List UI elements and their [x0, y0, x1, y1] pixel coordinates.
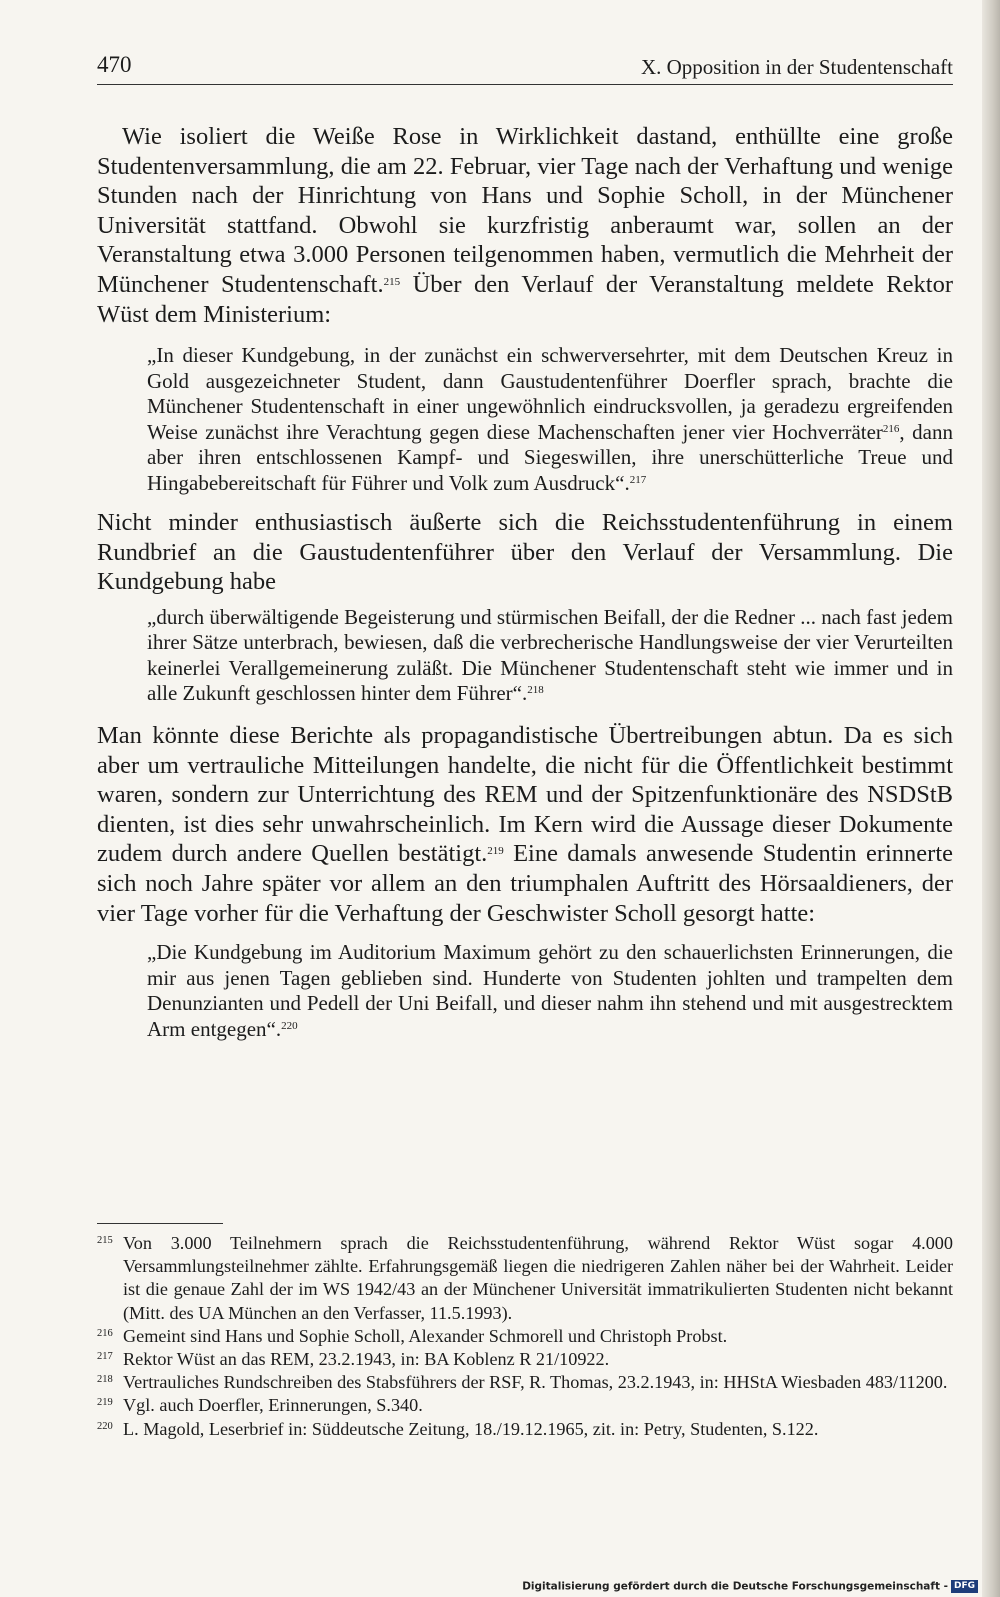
footnote-text: Gemeint sind Hans und Sophie Scholl, Alexander Schmorell und Christoph Probst. [123, 1325, 728, 1346]
footnote-number: 218 [97, 1374, 113, 1386]
dfg-logo: DFG [951, 1580, 978, 1593]
footnotes [97, 1232, 953, 1441]
digitization-note: Digitalisierung gefördert durch die Deutsche Forschungsgemeinschaft - DFG [522, 1580, 978, 1593]
footnote-number: 216 [97, 1327, 113, 1339]
footnote-separator [97, 1223, 223, 1224]
footnote-text: Von 3.000 Teilnehmern sprach die Reichsstudentenführung, während Rektor Wüst sogar 4.000 Versammlungsteilnehmer zählte. Erfahrungsgemäß liegen die niedrigeren Zahlen näher bei der Wahrheit. Leider ist die genaue Zahl der im WS 1942/43 an der Münchener Universität immatrikulierten Studenten nicht bekannt (Mitt. des UA München an den Verfasser, 11.5.1993). [123, 1233, 953, 1323]
paragraph-2: Nicht minder enthusiastisch äußerte sich die Reichsstudentenführung in einem Rundbrief an die Gaustudentenführer über den Verlauf der Versammlung. Die Kundgebung habe [97, 509, 953, 596]
footnote-ref-216: 216 [882, 422, 900, 435]
block-quote-1: „In dieser Kundgebung, in der zunächst ein schwerversehrter, mit dem Deutschen Kreuz in Gold ausgezeichneter Student, dann Gaustudentenführer Doerfler sprach, brachte die Münchener Studentenschaft in einer ungewöhnlich eindrucksvollen, ja geradezu ergreifenden Weise zunächst ihre Verachtung gegen diese Machenschaften jener vier Hochverräter$^{216}$, dann aber ihren entschlossenen Kampf- und Siegeswillen, ihre unerschütterliche Treue und Hingabebereitschaft für Führer und Volk zum Ausdruck“.$^{217}$ [147, 343, 953, 495]
footnote [97, 1394, 953, 1417]
footnote-number: 217 [97, 1351, 113, 1363]
footnote-text: Vertrauliches Rundschreiben des Stabsführers der RSF, R. Thomas, 23.2.1943, in: HHStA Wiesbaden 483/11200. [123, 1372, 948, 1393]
paragraph-1: Wie isoliert die Weiße Rose in Wirklichkeit dastand, enthüllte eine große Studentenversammlung, die am 22. Februar, vier Tage nach der Verhaftung und wenige Stunden nach der Hinrichtung von Hans und Sophie Scholl, in der Münchener Universität stattfand. Obwohl sie kurzfristig anberaumt war, sollen an der Veranstaltung etwa 3.000 Personen teilgenommen haben, vermutlich die Mehrheit der Münchener Studentenschaft.$^{215}$ Über den Verlauf der Veranstaltung meldete Rektor Wüst dem Ministerium: [97, 123, 953, 328]
footnote-number: 215 [97, 1235, 113, 1246]
block-quote-2: „durch überwältigende Begeisterung und stürmischen Beifall, der die Redner ... nach fast jedem ihrer Sätze unterbrach, bewiesen, daß die verbrecherische Handlungsweise der vier Verurteilten keinerlei Verallgemeinerung zuläßt. Die Münchener Studentenschaft steht wie immer und in alle Zukunft geschlossen hinter dem Führer“.$^{218}$ [147, 604, 953, 706]
main-text [97, 122, 953, 1042]
block-quote-3: „Die Kundgebung im Auditorium Maximum gehört zu den schauerlichsten Erinnerungen, die mir aus jenen Tagen geblieben sind. Hunderte von Studenten johlten und trampelten dem Denunzianten und Pedell der Uni Beifall, und dieser nahm ihn stehend und mit ausgestrecktem Arm entgegen“.$^{220}$ [147, 940, 953, 1041]
footnote-ref-218: 218 [527, 684, 544, 697]
footnote [97, 1232, 953, 1325]
footnote-ref-220: 220 [281, 1019, 298, 1032]
footnote [97, 1371, 953, 1394]
footnote-ref-215: 215 [383, 275, 401, 288]
footnote-ref-219: 219 [487, 845, 504, 858]
footnote [97, 1325, 953, 1348]
footnote [97, 1418, 953, 1441]
footnote-text: L. Magold, Leserbrief in: Süddeutsche Zeitung, 18./19.12.1965, zit. in: Petry, Studenten, S.122. [123, 1418, 819, 1439]
running-head [97, 50, 953, 85]
page-edge-shadow [982, 0, 1000, 1597]
footnote-number: 220 [97, 1420, 113, 1432]
footnote-ref-217: 217 [629, 473, 647, 486]
footnote-text: Vgl. auch Doerfler, Erinnerungen, S.340. [123, 1395, 423, 1416]
footnote [97, 1348, 953, 1371]
page-number: 470 [97, 52, 132, 77]
running-title: X. Opposition in der Studentenschaft [640, 55, 953, 79]
footnote-text: Rektor Wüst an das REM, 23.2.1943, in: BA Koblenz R 21/10922. [123, 1349, 610, 1370]
footnote-number: 219 [97, 1397, 113, 1409]
paragraph-3: Man könnte diese Berichte als propagandistische Übertreibungen abtun. Da es sich aber um vertrauliche Mitteilungen handelte, die nicht für die Öffentlichkeit bestimmt waren, sondern zur Unterrichtung des REM und der Spitzenfunktionäre des NSDStB dienten, ist dies sehr unwahrscheinlich. Im Kern wird die Aussage dieser Dokumente zudem durch andere Quellen bestätigt.$^{219}$ Eine damals anwesende Studentin erinnerte sich noch Jahre später vor allem an den triumphalen Auftritt des Hörsaaldieners, der vier Tage vorher für die Verhaftung der Geschwister Scholl gesorgt hatte: [97, 721, 954, 927]
